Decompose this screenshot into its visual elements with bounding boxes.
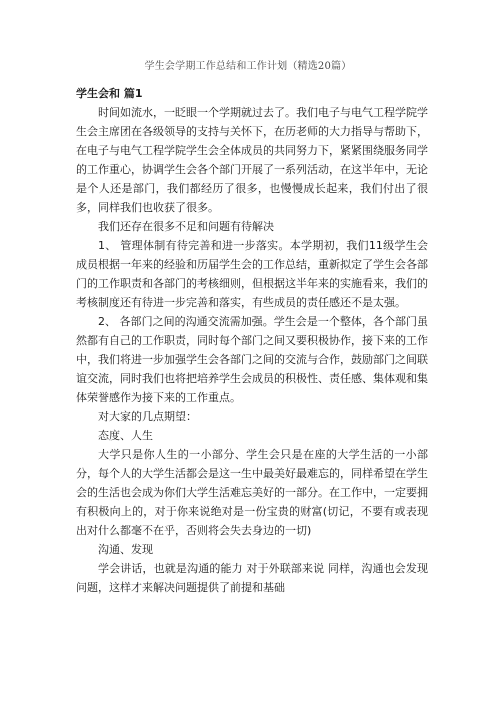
document-body bbox=[76, 84, 428, 597]
paragraph: 态度、人生 bbox=[98, 429, 153, 442]
paragraph: 时间如流水，一眨眼一个学期就过去了。我们电子与电气工程学院学生会主席团在各级领导的支持与关怀下，在历老师的大力指导与帮助下，在电子与电气工程学院学生会全体成员的共同努力下，紧紧围绕服务同学的工作重心，协调学生会各个部门开展了一系列活动，在这半年中，无论是个人还是部门，我们都经历了很多，也慢慢成长起来，我们付出了很多，同样我们也收获了很多。 bbox=[76, 106, 428, 214]
paragraph: 我们还存在很多不足和问题有待解决 bbox=[98, 220, 274, 233]
paragraph: 大学只是你人生的一小部分、学生会只是在座的大学生活的一小部分，每个人的大学生活都会是这一生中最美好最难忘的，同样希望在学生会的生活也会成为你们大学生活难忘美好的一部分。在工作中，一定要拥有积极向上的，对于你来说绝对是一份宝贵的财富(切记，不要有或表现出对什么都毫不在乎，否则将会失去身边的一切) bbox=[76, 448, 428, 537]
document-title: 学生会学期工作总结和工作计划（精选20篇） bbox=[144, 61, 352, 72]
paragraph: 沟通、发现 bbox=[98, 543, 153, 556]
paragraph: 对大家的几点期望： bbox=[98, 410, 197, 423]
paragraph: 学会讲话，也就是沟通的能力 对于外联部来说 同样，沟通也会发现问题，这样才来解决问题提供了前提和基础 bbox=[76, 562, 428, 594]
section-heading: 学生会和 篇1 bbox=[76, 87, 143, 100]
paragraph: 2、 各部门之间的沟通交流需加强。学生会是一个整体，各个部门虽然都有自己的工作职责，同时每个部门之间又要积极协作，接下来的工作中，我们将进一步加强学生会各部门之间的交流与合作，鼓励部门之间联谊交流，同时我们也将把培养学生会成员的积极性、责任感、集体观和集体荣誉感作为接下来的工作重点。 bbox=[76, 315, 428, 404]
paragraph: 1、 管理体制有待完善和进一步落实。本学期初，我们11级学生会成员根据一年来的经验和历届学生会的工作总结，重新拟定了学生会各部门的工作职责和各部门的考核细则，但根据这半年来的实施看来，我们的考核制度还有待进一步完善和落实，有些成员的责任感还不是太强。 bbox=[76, 239, 428, 309]
